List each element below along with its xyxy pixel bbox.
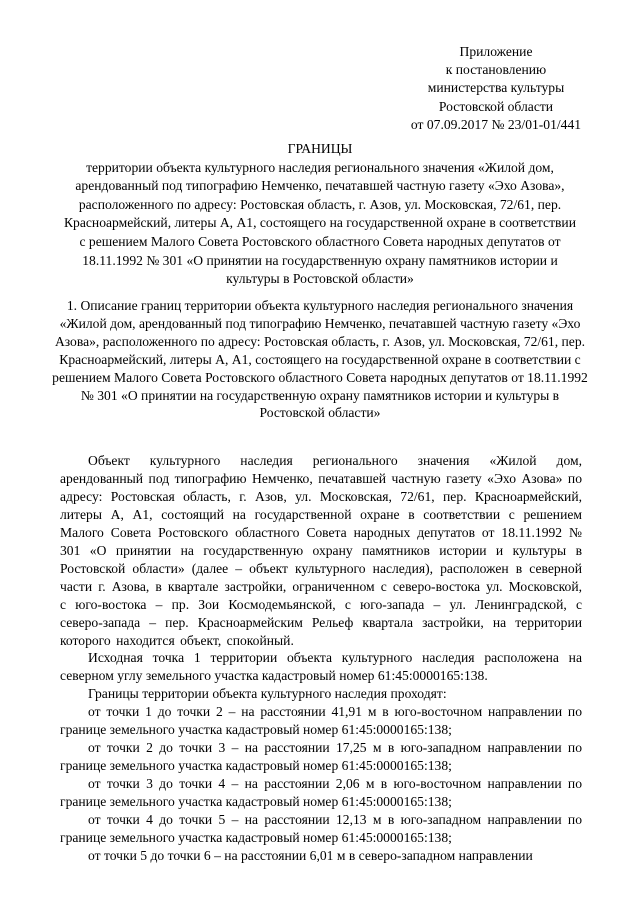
document-body [60, 452, 582, 865]
title-heading: ГРАНИЦЫ [287, 141, 353, 156]
document-title [60, 140, 580, 289]
body-paragraph: от точки 3 до точки 4 – на расстоянии 2,06 м в юго-восточном направлении по границе земельного участка кадастровый номер 61:45:0000165:138; [60, 776, 582, 810]
body-paragraph: от точки 2 до точки 3 – на расстоянии 17,25 м в юго-западном направлении по границе земельного участка кадастровый номер 61:45:0000165:138; [60, 740, 582, 774]
body-paragraph: от точки 1 до точки 2 – на расстоянии 41,91 м в юго-восточном направлении по границе земельного участка кадастровый номер 61:45:0000165:138; [60, 704, 582, 738]
body-paragraph: Исходная точка 1 территории объекта культурного наследия расположена на северном углу земельного участка кадастровый номер 61:45:0000165:138. [60, 650, 582, 684]
appendix-line: Приложение [459, 44, 533, 59]
appendix-block [376, 43, 616, 134]
body-paragraph: Объект культурного наследия регионального значения «Жилой дом, арендованный под типографию Немченко, печатавшей частную газету «Эхо Азова» по адресу: Ростовская область, г. Азов, ул. Московская, 72/61, пер. Красноармейский, литеры А, А1, состоящий на государственной охране в соответствии с решением Малого Совета Ростовского областного Совета народных депутатов от 18.11.1992 № 301 «О принятии на государственную охрану памятников истории и культуры в Ростовской области» (далее – объект культурного наследия), расположен в северной части г. Азова, в квартале застройки, ограниченном с северо-востока ул. Московской, с юго-востока – пр. Зои Космодемьянской, с юго-запада – ул. Ленинградской, с северо-запада – пер. Красноармейским Рельеф квартала застройки, на территории которого находится объект, спокойный. [60, 453, 582, 648]
appendix-line: министерства культуры [427, 80, 565, 96]
body-paragraph: от точки 5 до точки 6 – на расстоянии 6,01 м в северо-западном направлении [88, 847, 533, 863]
section-heading: 1. Описание границ территории объекта культурного наследия регионального значения «Жилой дом, арендованный под типографию Немченко, печатавшей частную газету «Эхо Азова», расположенного по адресу: Ростовская область, г. Азов, ул. Московская, 72/61, пер. Красноармейский, литеры А, А1, состоящего на государственной охране в соответствии с решением Малого Совета Ростовского областного Совета народных депутатов от 18.11.1992 № 301 «О принятии на государственную охрану памятников истории и культуры в Ростовской области» [52, 298, 588, 421]
title-text: территории объекта культурного наследия регионального значения «Жилой дом, арендованный под типографию Немченко, печатавшей частную газету «Эхо Азова», расположенного по адресу: Ростовская область, г. Азов, ул. Московская, 72/61, пер. Красноармейский, литеры А, А1, состоящего на государственной охране в соответствии с решением Малого Совета Ростовского областного Совета народных депутатов от 18.11.1992 № 301 «О принятии на государственную охрану памятников истории и культуры в Ростовской области» [63, 159, 576, 287]
appendix-line: к постановлению [445, 62, 547, 78]
appendix-line: Ростовской области [438, 98, 554, 114]
body-paragraph: Границы территории объекта культурного наследия проходят: [88, 686, 447, 702]
appendix-line: от 07.09.2017 № 23/01-01/441 [410, 116, 582, 132]
body-paragraph: от точки 4 до точки 5 – на расстоянии 12,13 м в юго-западном направлении по границе земельного участка кадастровый номер 61:45:0000165:138; [60, 812, 582, 846]
